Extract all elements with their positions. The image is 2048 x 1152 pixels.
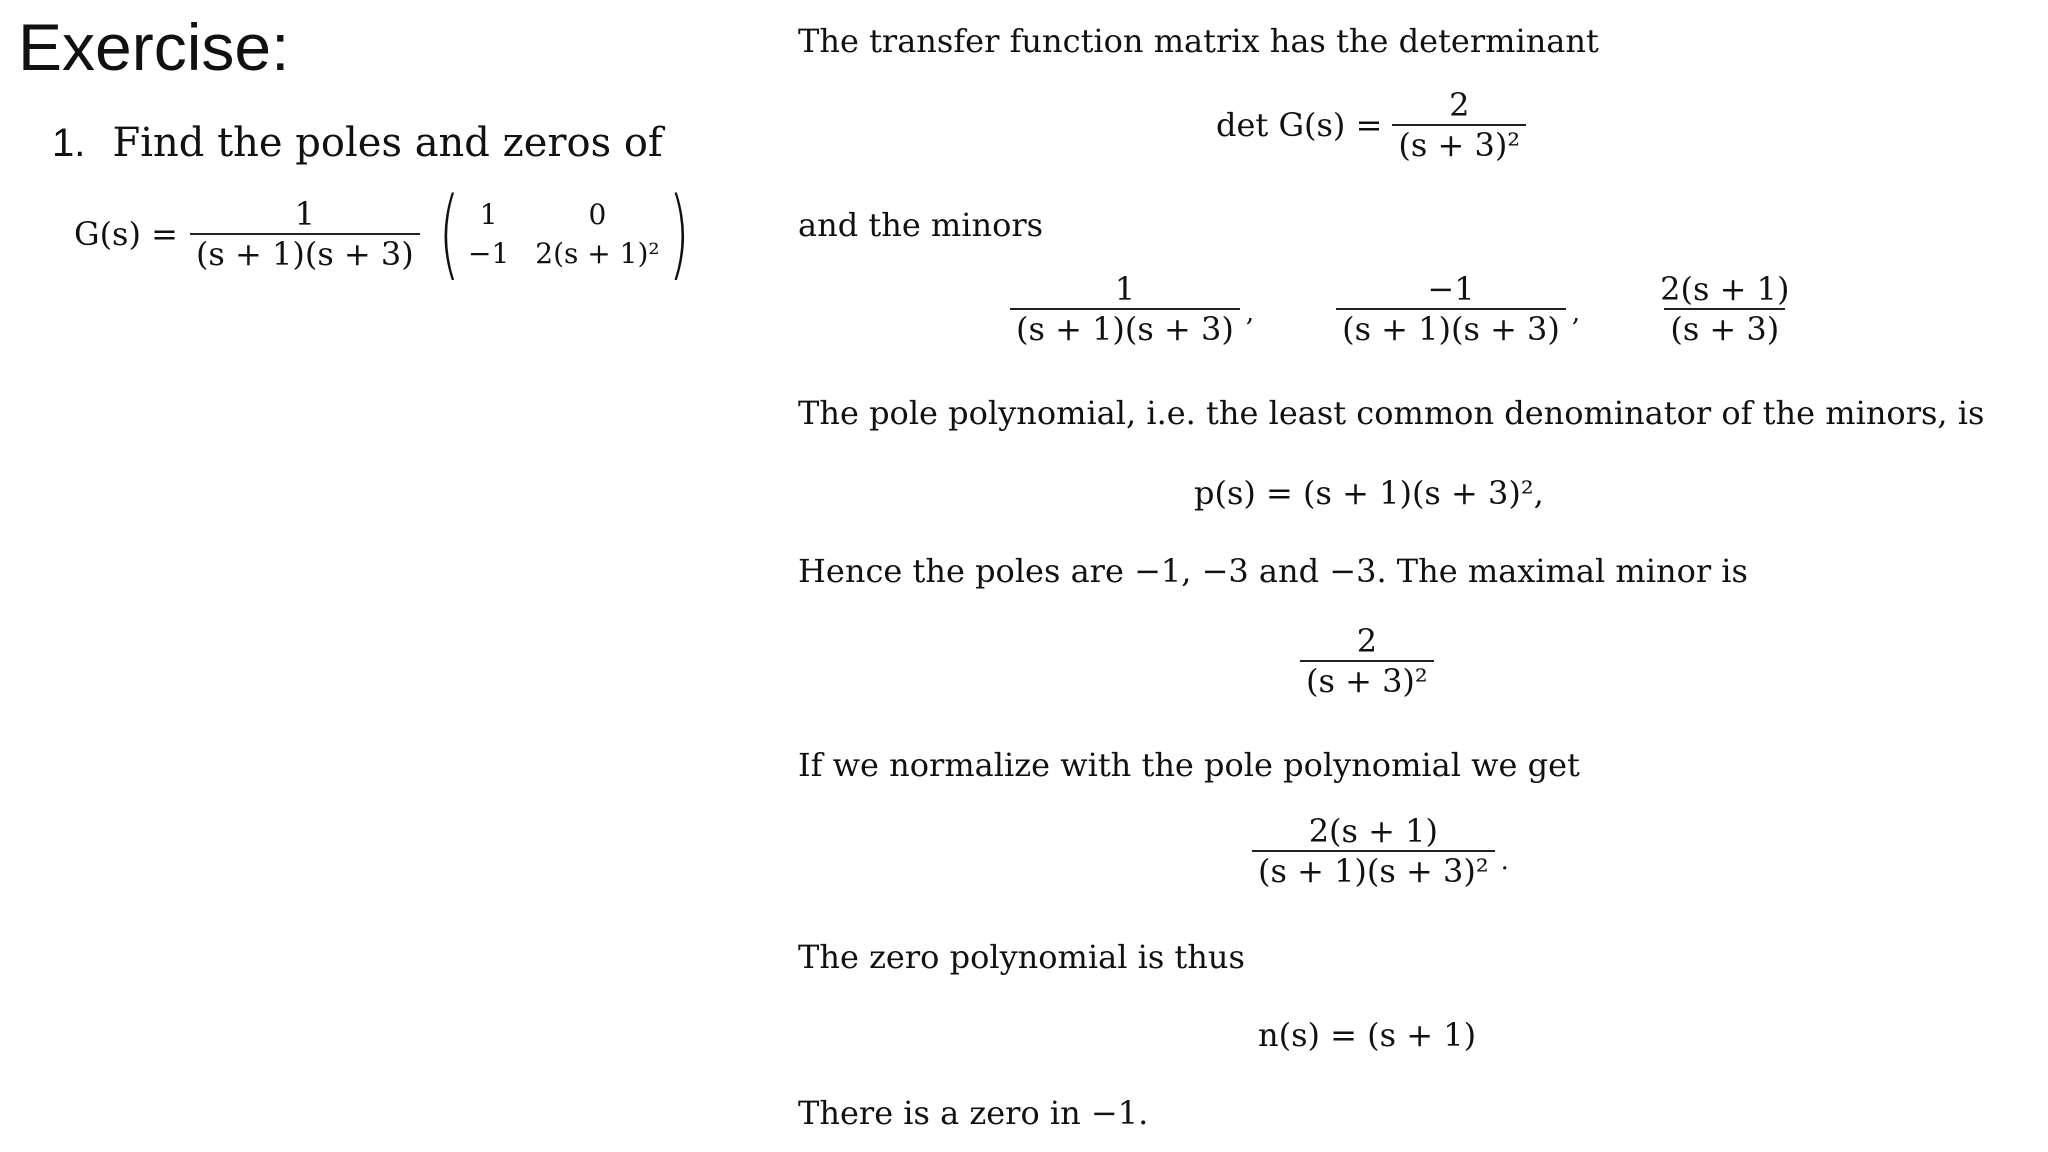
g-scalar-fraction — [190, 195, 420, 274]
g-frac-numerator: 1 — [294, 194, 316, 233]
solution-paragraph-7: There is a zero in −1. — [798, 1094, 1149, 1132]
minor-separator: , — [1571, 298, 1581, 328]
matrix-entries — [468, 198, 660, 270]
solution-panel — [796, 0, 1996, 1152]
det-fraction — [1392, 86, 1526, 165]
matrix-entry-11: 1 — [479, 198, 498, 232]
matrix-entry-12: 0 — [588, 198, 607, 232]
minor-1-denominator: (s + 1)(s + 3) — [1010, 308, 1240, 348]
exercise-text: Find the poles and zeros of — [112, 120, 663, 166]
maximal-minor-fraction — [1300, 622, 1434, 701]
minors-row — [1006, 270, 1799, 349]
minor-3-numerator: 2(s + 1) — [1660, 270, 1790, 308]
normalized-fraction — [1252, 812, 1495, 891]
normalized-denominator: (s + 1)(s + 3)² — [1252, 850, 1495, 890]
det-denominator: (s + 3)² — [1392, 124, 1526, 164]
matrix-left-paren: ( — [438, 177, 460, 291]
normalized-minor — [1248, 812, 1509, 891]
maximal-minor-denominator: (s + 3)² — [1300, 660, 1434, 700]
g-matrix — [430, 177, 698, 291]
zero-polynomial: n(s) = (s + 1) — [1258, 1016, 1477, 1054]
slide-title: Exercise: — [18, 10, 290, 84]
solution-paragraph-4: Hence the poles are −1, −3 and −3. The maximal minor is — [798, 552, 1748, 590]
minor-3-denominator: (s + 3) — [1664, 308, 1785, 348]
matrix-entry-22: 2(s + 1)² — [535, 237, 660, 271]
maximal-minor — [1296, 622, 1438, 701]
determinant-equation — [1216, 86, 1530, 165]
pole-polynomial: p(s) = (s + 1)(s + 3)², — [1194, 474, 1544, 512]
exercise-number: 1. — [52, 121, 86, 165]
normalized-numerator: 2(s + 1) — [1308, 812, 1438, 850]
solution-paragraph-1: The transfer function matrix has the determinant — [798, 22, 1599, 60]
solution-paragraph-5: If we normalize with the pole polynomial we get — [798, 746, 1580, 784]
matrix-entry-21: −1 — [467, 237, 510, 271]
det-numerator: 2 — [1449, 86, 1470, 124]
matrix-right-paren: ) — [668, 177, 690, 291]
maximal-minor-numerator: 2 — [1356, 622, 1378, 660]
normalized-period: . — [1500, 846, 1509, 876]
minor-2-numerator: −1 — [1427, 270, 1475, 308]
minor-2 — [1336, 270, 1566, 349]
exercise-item — [52, 120, 663, 166]
minor-3 — [1654, 270, 1795, 349]
g-frac-denominator: (s + 1)(s + 3) — [190, 233, 420, 273]
solution-paragraph-2: and the minors — [798, 206, 1044, 244]
g-lhs: G(s) = — [74, 215, 178, 254]
solution-paragraph-3: The pole polynomial, i.e. the least common denominator of the minors, is — [798, 394, 1985, 432]
minor-1 — [1010, 270, 1240, 349]
minor-2-denominator: (s + 1)(s + 3) — [1336, 308, 1566, 348]
transfer-function-definition — [74, 177, 698, 291]
minor-1-numerator: 1 — [1114, 270, 1136, 308]
minor-separator: , — [1245, 298, 1255, 328]
det-lhs: det G(s) = — [1216, 106, 1383, 145]
solution-paragraph-6: The zero polynomial is thus — [798, 938, 1245, 976]
